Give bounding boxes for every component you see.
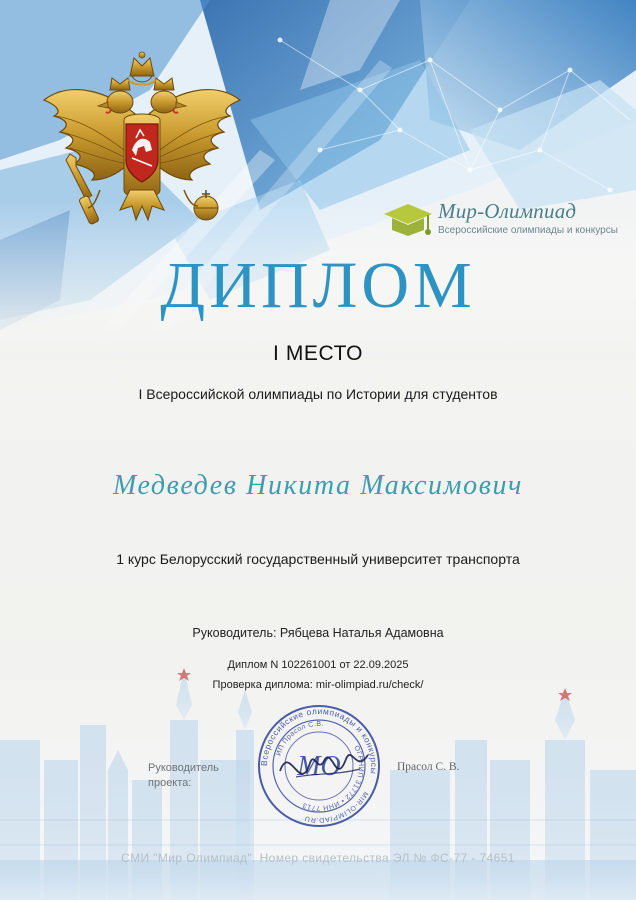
- place-heading: I МЕСТО: [272, 342, 364, 365]
- signature-label: Руководитель проекта:: [148, 762, 219, 789]
- supervisor-line: Руководитель: Рябцева Наталья Адамовна: [192, 626, 444, 640]
- stamp-inner-text: ИП Прасол С.В.: [275, 720, 325, 757]
- stamp-bottom-text: ОГРНИП 31772 • ИНН 7713: [301, 744, 365, 812]
- diploma-title: ДИПЛОМ: [160, 249, 476, 322]
- svg-text:МО: МО: [297, 751, 341, 782]
- official-seal-icon: [256, 703, 382, 829]
- media-registration-footer: СМИ "Мир Олимпиад". Номер свидетельства ЭЛ № ФС-77 - 74651: [121, 851, 515, 865]
- verification-line: Проверка диплома: mir-olimpiad.ru/check/: [212, 679, 424, 691]
- logo-tagline: Всероссийские олимпиады и конкурсы: [438, 225, 618, 236]
- recipient-details: 1 курс Белорусский государственный университет транспорта: [116, 551, 520, 567]
- organization-logo: [382, 198, 618, 246]
- logo-name: Мир-Олимпиад: [438, 199, 577, 223]
- event-name: I Всероссийской олимпиады по Истории для студентов: [138, 386, 498, 402]
- diploma-number: Диплом N 102261001 от 22.09.2025: [227, 659, 409, 671]
- recipient-name: Медведев Никита Максимович: [112, 470, 524, 501]
- stamp-site-text: MIR-OLIMPIAD.RU: [303, 790, 369, 824]
- russian-coat-of-arms-icon: [40, 50, 244, 246]
- signature-name: Прасол С. В.: [397, 761, 460, 773]
- graduation-cap-icon: [382, 200, 434, 242]
- stamp-outer-text: Всероссийские олимпиады и конкурсы: [258, 705, 380, 775]
